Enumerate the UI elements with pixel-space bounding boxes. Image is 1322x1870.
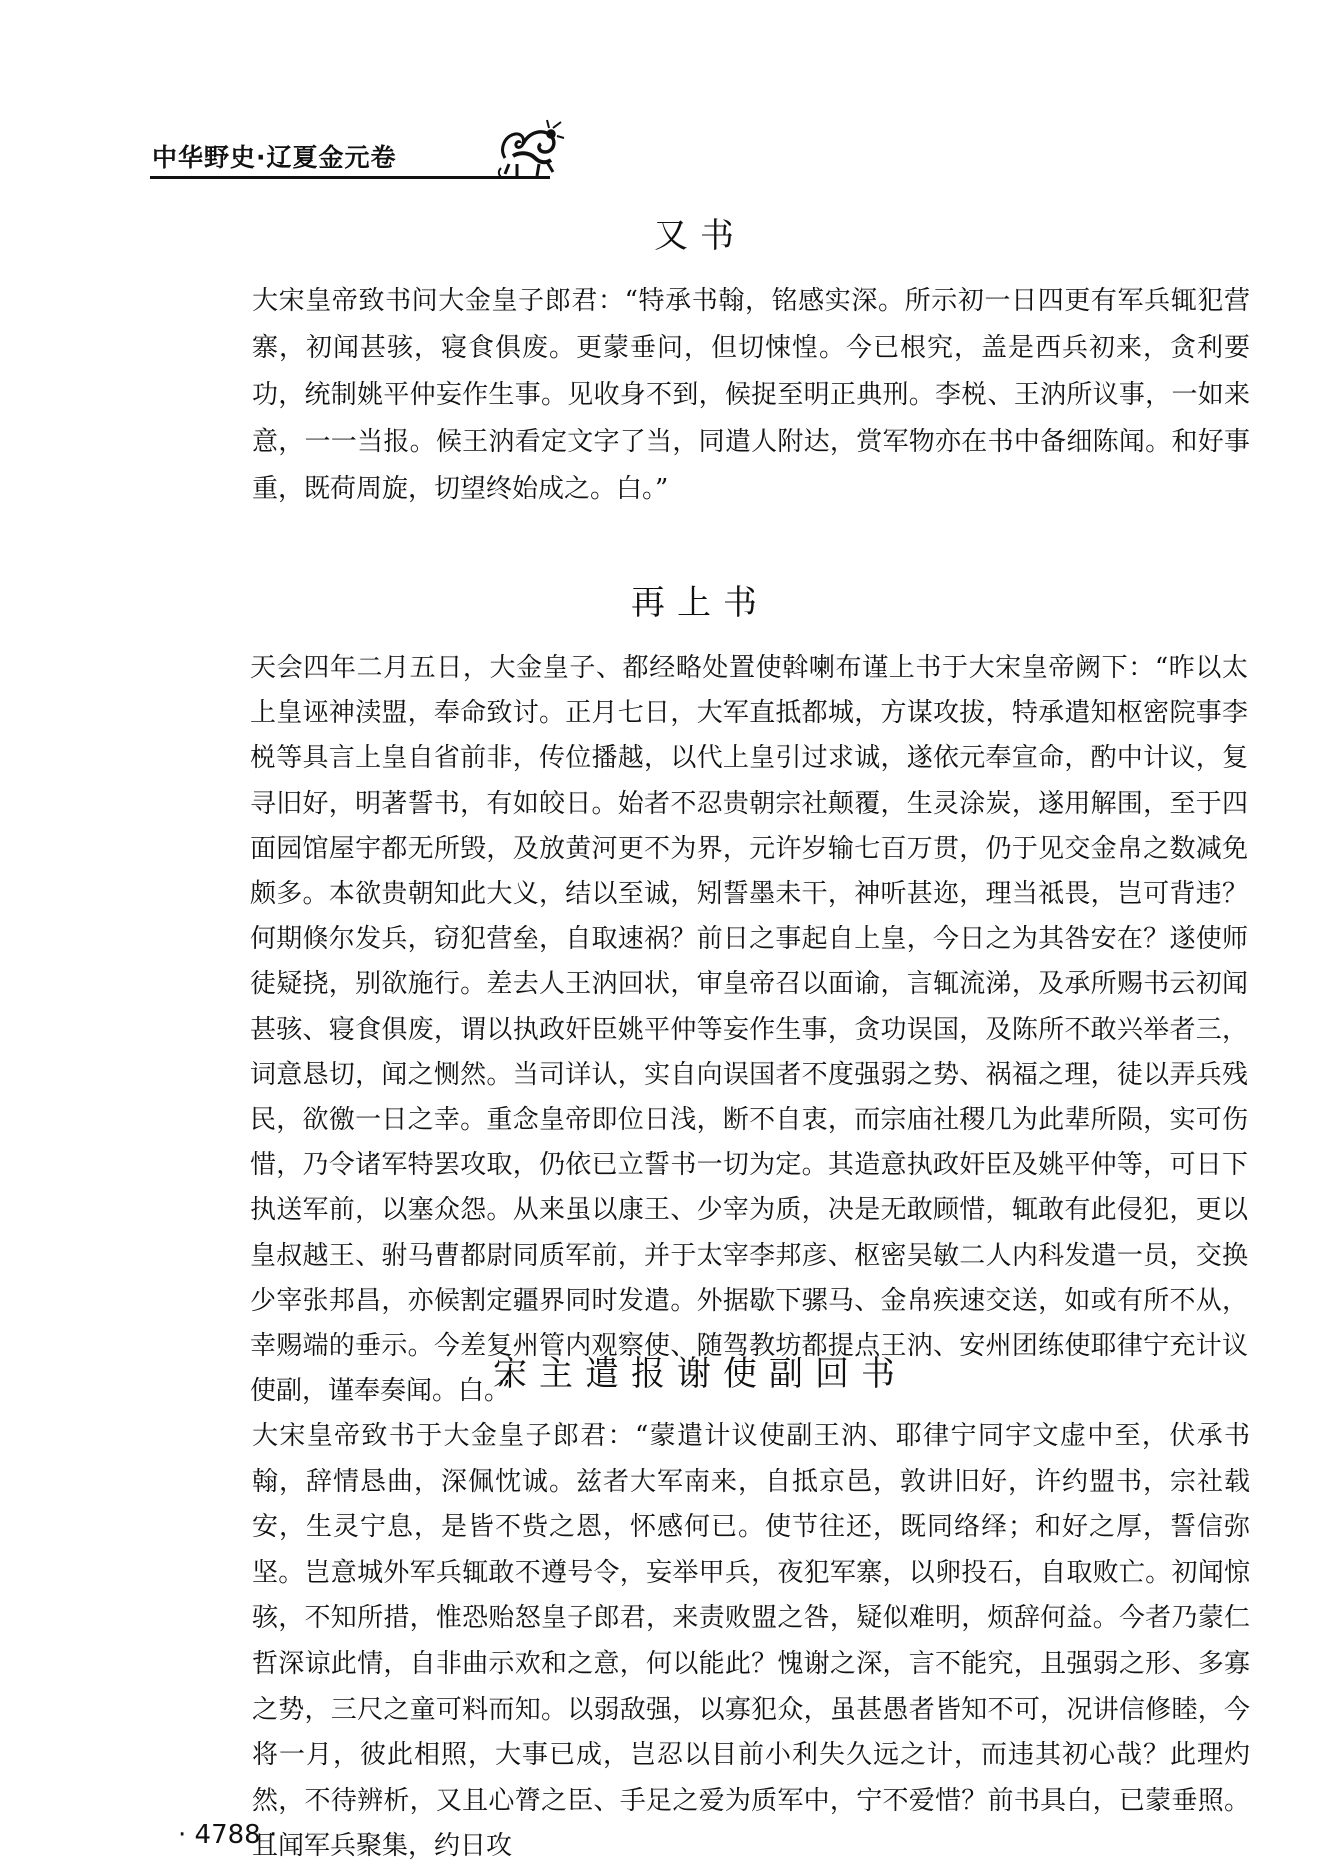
section-title-you-shu: 又书 (654, 216, 746, 256)
page-number: · 4788 · (178, 1820, 278, 1850)
section-body-zai-shang-shu (196, 646, 1248, 1414)
paragraph-text: 大宋皇帝致书问大金皇子郎君：“特承书翰，铭感实深。所示初一日四更有军兵辄犯营寨，初闻甚骇，寝食俱废。更蒙垂问，但切悚惶。今已根究，盖是西兵初来，贪利要功，统制姚平仲妄作生事。见收身不到，候捉至明正典刑。李棁、王汭所议事，一如来意，一一当报。候王汭看定文字了当，同遣人附达，赏军物亦在书中备细陈闻。和好事重，既荷周旋，切望终始成之。白。” (252, 286, 1250, 504)
paragraph-text: 大宋皇帝致书于大金皇子郎君：“蒙遣计议使副王汭、耶律宁同宇文虚中至，伏承书翰，辞情恳曲，深佩忱诚。兹者大军南来，自抵京邑，敦讲旧好，许约盟书，宗社载安，生灵宁息，是皆不赀之恩，怀感何已。使节往还，既同络绎；和好之厚，誓信弥坚。岂意城外军兵辄敢不遵号令，妄举甲兵，夜犯军寨，以卵投石，自取败亡。初闻惊骇，不知所措，惟恐贻怒皇子郎君，来责败盟之咎，疑似难明，烦辞何益。今者乃蒙仁哲深谅此情，自非曲示欢和之意，何以能此？愧谢之深，言不能究，且强弱之形、多寡之势，三尺之童可料而知。以弱敌强，以寡犯众，虽甚愚者皆知不可，况讲信修睦，今将一月，彼此相照，大事已成，岂忍以目前小利失久远之计，而违其初心哉？此理灼然，不待辨析，又且心膂之臣、手足之爱为质军中，宁不爱惜？前书具白，已蒙垂照。且闻军兵聚集，约日攻 (252, 1421, 1250, 1862)
book-title: 中华野史·辽夏金元卷 (152, 143, 397, 172)
section-body-you-shu (198, 278, 1250, 513)
section-body-song-zhu-hui-shu (198, 1414, 1250, 1870)
header-rule (150, 176, 550, 179)
section-title-zai-shang-shu: 再上书 (631, 583, 769, 623)
paragraph-text: 天会四年二月五日，大金皇子、都经略处置使斡喇布谨上书于大宋皇帝阙下：“昨以太上皇诬神渎盟，奉命致讨。正月七日，大军直抵都城，方谋攻拔，特承遣知枢密院事李棁等具言上皇自省前非，传位播越，以代上皇引过求诚，遂依元奉宣命，酌中计议，复寻旧好，明著誓书，有如皎日。始者不忍贵朝宗社颠覆，生灵涂炭，遂用解围，至于四面园馆屋宇都无所毁，及放黄河更不为界，元许岁输七百万贯，仍于见交金帛之数减免颇多。本欲贵朝知此大义，结以至诚，矧誓墨未干，神听甚迩，理当祗畏，岂可背违？何期倏尔发兵，窃犯营垒，自取速祸？前日之事起自上皇，今日之为其咎安在？遂使师徒疑挠，别欲施行。差去人王汭回状，审皇帝召以面谕，言辄流涕，及承所赐书云初闻甚骇、寝食俱废，谓以执政奸臣姚平仲等妄作生事，贪功误国，及陈所不敢兴举者三，词意恳切，闻之恻然。当司详认，实自向误国者不度强弱之势、祸福之理，徒以弄兵残民，欲徼一日之幸。重念皇帝即位日浅，断不自衷，而宗庙社稷几为此辈所陨，实可伤惜，乃令诸军特罢攻取，仍依已立誓书一切为定。其造意执政奸臣及姚平仲等，可日下执送军前，以塞众怨。从来虽以康王、少宰为质，决是无敢顾惜，辄敢有此侵犯，更以皇叔越王、驸马曹都尉同质军前，并于太宰李邦彦、枢密吴敏二人内科发遣一员，交换少宰张邦昌，亦候割定疆界同时发遣。外据歇下骡马、金帛疾速交送，如或有所不从，幸赐端的垂示。今差复州管内观察使、随驾教坊都提点王汭、安州团练使耶律宁充计议使副，谨奉奏闻。白。” (250, 653, 1248, 1407)
section-title-song-zhu-hui-shu: 宋主遣报谢使副回书 (493, 1354, 907, 1394)
dragon-emblem-icon (495, 118, 565, 182)
